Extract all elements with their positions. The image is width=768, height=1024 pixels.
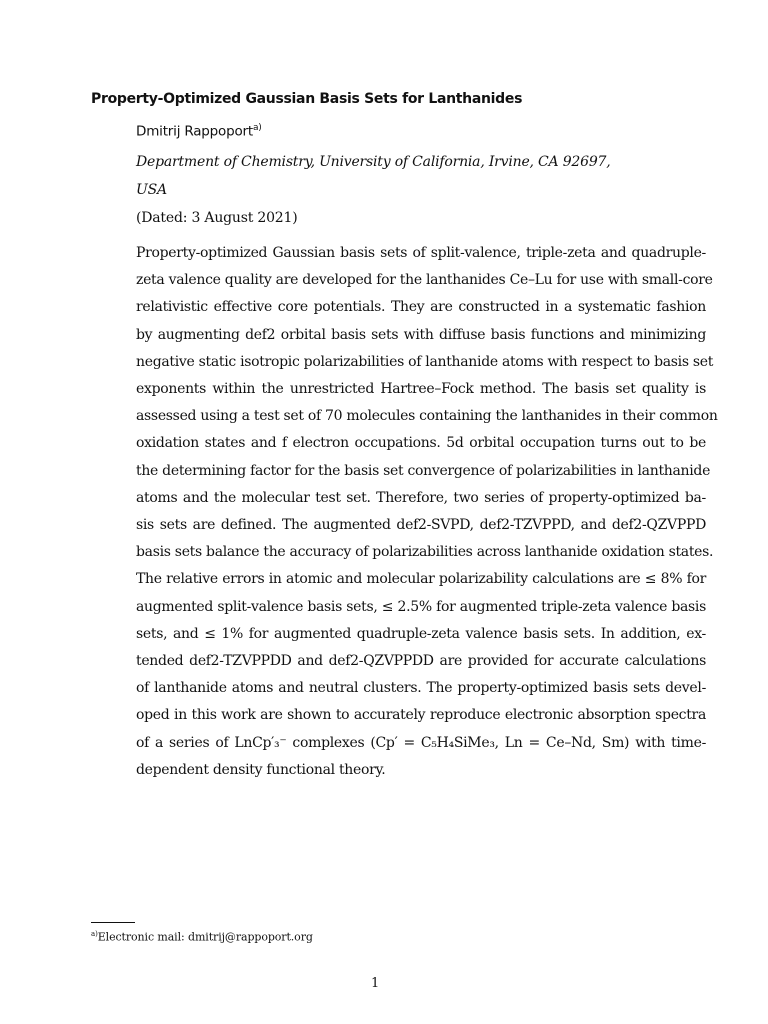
abstract-line: sis sets are defined. The augmented def2-SVPD, def2-TZVPPD, and def2-QZVPPD [136, 517, 706, 534]
footnote-mark: a) [91, 930, 98, 938]
author-footnote-mark: a) [252, 123, 262, 133]
abstract-line: relativistic effective core potentials. They are constructed in a systematic fashion [136, 299, 706, 316]
abstract-line: exponents within the unrestricted Hartree–Fock method. The basis set quality is [136, 381, 706, 398]
abstract-line: by augmenting def2 orbital basis sets with diffuse basis functions and minimizing [136, 326, 706, 343]
footnote-rule [91, 922, 135, 923]
abstract [136, 240, 718, 784]
footnote-text: Electronic mail: dmitrij@rappoport.org [97, 930, 313, 944]
abstract-line: The relative errors in atomic and molecular polarizability calculations are ≤ 8% for [136, 571, 706, 588]
page-number: 1 [371, 976, 380, 991]
abstract-line: sets, and ≤ 1% for augmented quadruple-zeta valence basis sets. In addition, ex- [136, 625, 706, 642]
abstract-line: atoms and the molecular test set. Therefore, two series of property-optimized ba- [136, 489, 706, 506]
author-line [136, 123, 262, 140]
date-line: (Dated: 3 August 2021) [136, 210, 298, 226]
abstract-line: dependent density functional theory. [136, 761, 386, 778]
abstract-line: oxidation states and f electron occupations. 5d orbital occupation turns out to be [136, 435, 706, 452]
abstract-line: Property-optimized Gaussian basis sets of split-valence, triple-zeta and quadruple- [136, 245, 706, 261]
abstract-line: augmented split-valence basis sets, ≤ 2.5% for augmented triple-zeta valence basis [136, 598, 706, 615]
affiliation-line: USA [136, 182, 167, 198]
affiliation-line: Department of Chemistry, University of California, Irvine, CA 92697, [136, 154, 611, 170]
abstract-line: assessed using a test set of 70 molecules containing the lanthanides in their common [136, 408, 718, 425]
author-name: Dmitrij Rappoport [136, 123, 253, 140]
affiliation [136, 148, 616, 204]
abstract-line: basis sets balance the accuracy of polarizabilities across lanthanide oxidation states. [136, 544, 714, 561]
paper-title: Property-Optimized Gaussian Basis Sets for Lanthanides [91, 91, 523, 107]
abstract-line: of lanthanide atoms and neutral clusters. The property-optimized basis sets devel- [136, 680, 706, 697]
abstract-line: oped in this work are shown to accurately reproduce electronic absorption spectra [136, 707, 706, 724]
abstract-line: tended def2-TZVPPDD and def2-QZVPPDD are provided for accurate calculations [136, 653, 706, 670]
abstract-line: zeta valence quality are developed for the lanthanides Ce–Lu for use with small-core [136, 272, 713, 289]
abstract-line: of a series of LnCp′₃⁻ complexes (Cp′ = C₅H₄SiMe₃, Ln = Ce–Nd, Sm) with time- [136, 734, 706, 751]
abstract-line: the determining factor for the basis set convergence of polarizabilities in lanthanide [136, 462, 711, 479]
abstract-line: negative static isotropic polarizabilities of lanthanide atoms with respect to basis set [136, 353, 714, 370]
footnote [91, 930, 313, 944]
